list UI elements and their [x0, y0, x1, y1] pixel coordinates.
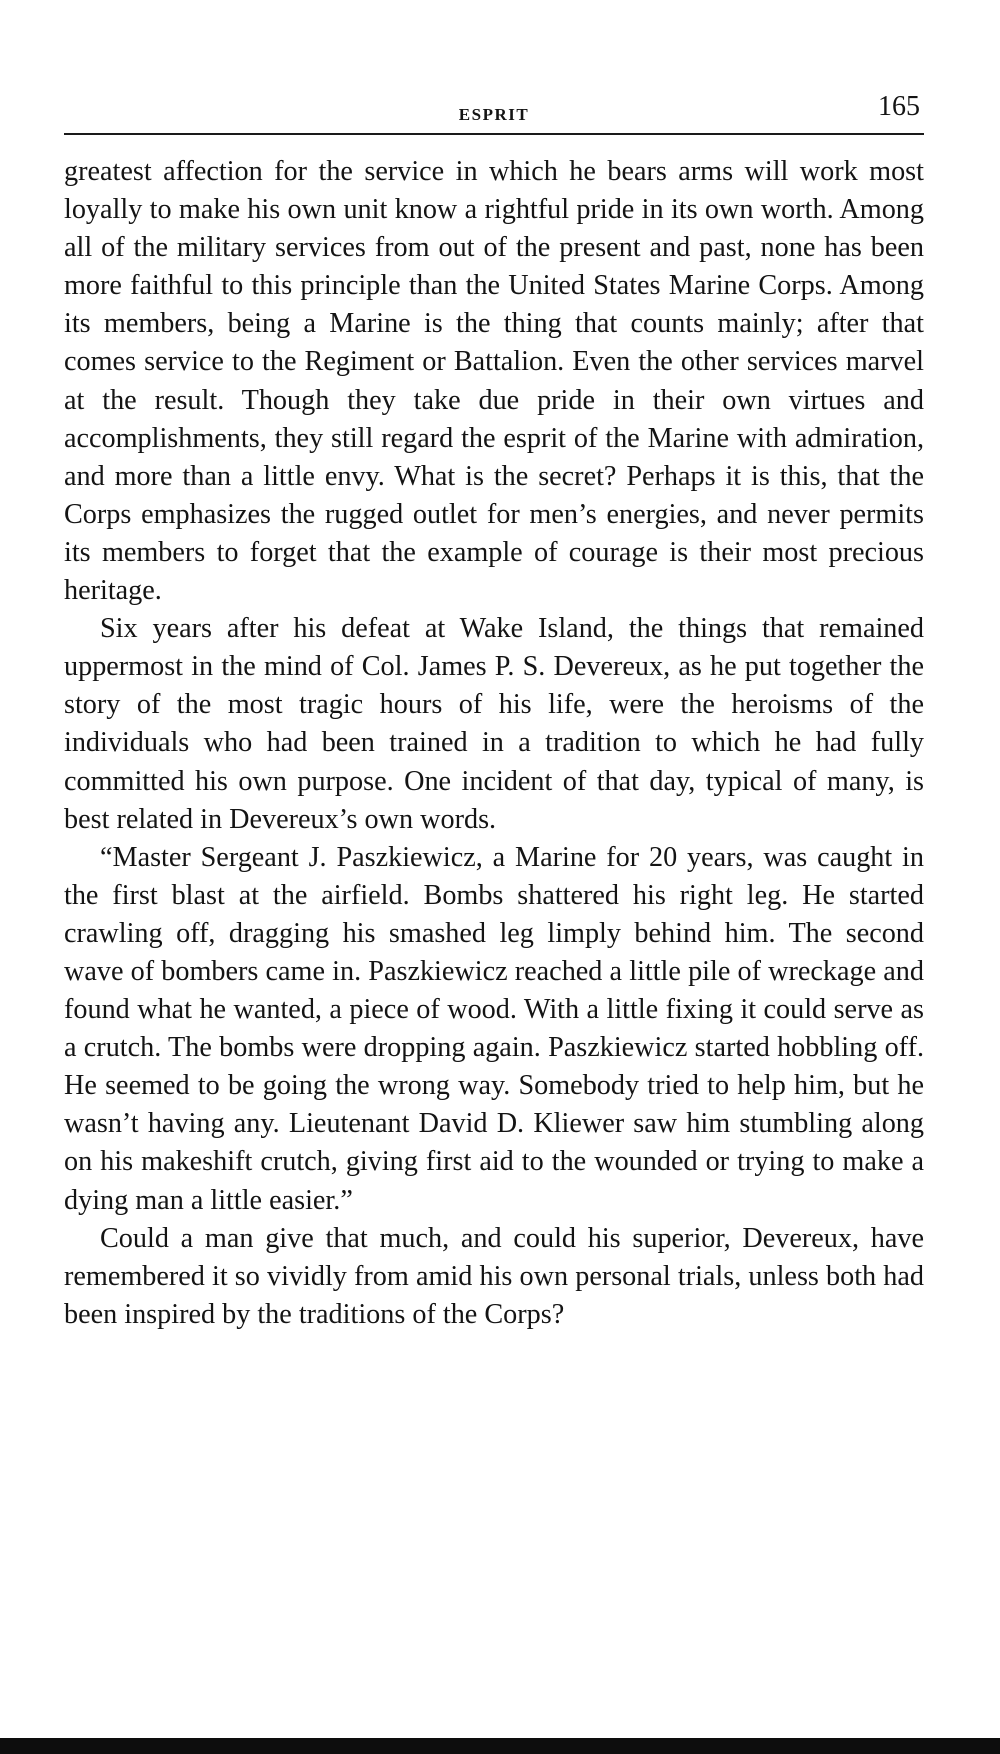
running-title: ESPRIT — [458, 105, 530, 124]
paragraph: Could a man give that much, and could his superior, Devereux, have remembered it so vividly from amid his own personal trials, unless both had been inspired by the traditions of the Corps? — [64, 1222, 924, 1330]
paragraph-continued: greatest affection for the service in which he bears arms will work most loyally to make his own unit know a rightful pride in its own worth. Among all of the military services from out of the present and past, none has been more faithful to this principle than the United States Marine Corps. Among its members, being a Marine is the thing that counts mainly; after that comes service to the Regiment or Battalion. Even the other services marvel at the result. Though they take due pride in their own virtues and accomplishments, they still regard the esprit of the Marine with admiration, and more than a little envy. What is the secret? Perhaps it is this, that the Corps emphasizes the rugged outlet for men’s energies, and never permits its members to forget that the example of courage is their most precious heritage. — [64, 156, 924, 607]
page-number: 165 — [878, 91, 920, 122]
body-text — [64, 153, 924, 1334]
scan-bottom-edge — [0, 1738, 1000, 1754]
running-head — [64, 93, 924, 133]
paragraph-quotation: “Master Sergeant J. Paszkiewicz, a Marine for 20 years, was caught in the first blast at the airfield. Bombs shattered his right leg. He started crawling off, dragging his smashed leg limply behind him. The second wave of bombers came in. Paszkiewicz reached a little pile of wreckage and found what he wanted, a piece of wood. With a little fixing it could serve as a crutch. The bombs were dropping again. Paszkiewicz started hobbling off. He seemed to be going the wrong way. Somebody tried to help him, but he wasn’t having any. Lieutenant David D. Kliewer saw him stumbling along on his makeshift crutch, giving first aid to the wounded or trying to make a dying man a little easier.” — [64, 841, 924, 1216]
paragraph: Six years after his defeat at Wake Island, the things that remained uppermost in the mind of Col. James P. S. Devereux, as he put together the story of the most tragic hours of his life, were the heroisms of the individuals who had been trained in a tradition to which he had fully committed his own purpose. One incident of that day, typical of many, is best related in Devereux’s own words. — [64, 613, 924, 835]
header-rule — [64, 133, 924, 135]
